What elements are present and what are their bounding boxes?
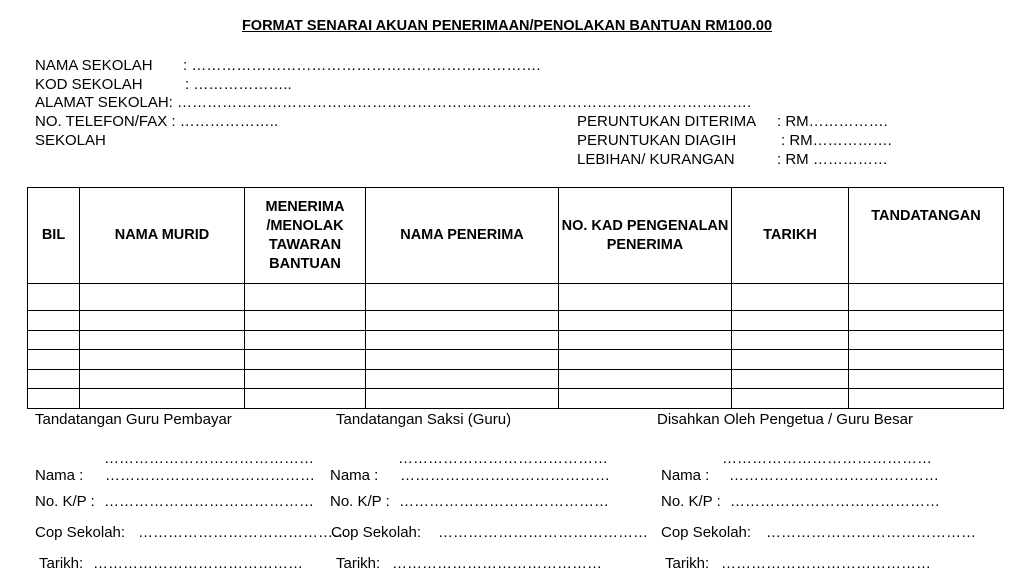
field-label: PERUNTUKAN DIAGIH <box>577 132 737 149</box>
table-row <box>28 389 1004 409</box>
cop-sekolah-field <box>35 524 348 541</box>
kp-label: No. K/P : <box>661 493 721 510</box>
column-header-nama-murid: NAMA MURID <box>80 188 245 284</box>
column-header-no-kad-pengenalan: NO. KAD PENGENALAN PENERIMA <box>559 188 732 284</box>
field-nama-sekolah <box>35 56 541 75</box>
field-alamat-sekolah <box>35 93 751 112</box>
kp-label: No. K/P : <box>330 493 390 510</box>
name-field <box>35 467 315 484</box>
kp-label: No. K/P : <box>35 493 95 510</box>
signature-line: …………………………………… <box>722 450 932 467</box>
name-label: Nama : <box>330 467 379 484</box>
kp-dots: …………………………………… <box>104 493 314 510</box>
tarikh-label: Tarikh: <box>336 555 381 572</box>
field-kod-sekolah <box>35 75 292 94</box>
column-header-bil: BIL <box>28 188 80 284</box>
name-label: Nama : <box>661 467 710 484</box>
cop-dots: …………………………………… <box>438 524 648 541</box>
signature-line: …………………………………… <box>398 450 608 467</box>
kp-dots: …………………………………… <box>730 493 940 510</box>
field-value: : RM …………… <box>777 151 888 168</box>
field-separator: : <box>183 57 192 74</box>
tarikh-label: Tarikh: <box>665 555 710 572</box>
table-row <box>28 284 1004 311</box>
kp-field <box>661 493 940 510</box>
field-lebihan-kurangan <box>577 150 888 169</box>
field-telefon-fax <box>35 112 278 131</box>
field-label: NAMA SEKOLAH <box>35 57 153 74</box>
recipient-table <box>27 187 1004 409</box>
field-dots: ……………………………………………………………………………………………………. <box>177 94 752 111</box>
field-sekolah <box>35 131 106 150</box>
field-label: NO. TELEFON/FAX <box>35 113 168 130</box>
cop-label: Cop Sekolah: <box>661 524 752 541</box>
field-label: KOD SEKOLAH <box>35 76 143 93</box>
field-separator: : <box>167 113 180 130</box>
field-value: : RM……………. <box>777 113 888 130</box>
field-label: LEBIHAN/ KURANGAN <box>577 151 735 168</box>
kp-field <box>330 493 609 510</box>
form-title: FORMAT SENARAI AKUAN PENERIMAAN/PENOLAKAN BANTUAN RM100.00 <box>241 18 773 34</box>
tarikh-field <box>39 555 303 572</box>
field-label: ALAMAT SEKOLAH <box>35 94 169 111</box>
cop-sekolah-field <box>331 524 648 541</box>
table-row <box>28 311 1004 331</box>
name-dots: …………………………………… <box>400 467 610 484</box>
field-value: : RM……………. <box>781 132 892 149</box>
tarikh-label: Tarikh: <box>39 555 84 572</box>
name-field <box>330 467 610 484</box>
field-separator: : <box>185 76 194 93</box>
column-header-tarikh: TARIKH <box>732 188 849 284</box>
field-label: PERUNTUKAN DITERIMA <box>577 113 757 130</box>
cop-dots: …………………………………… <box>138 524 348 541</box>
tarikh-dots: …………………………………… <box>93 555 303 572</box>
table-row <box>28 350 1004 370</box>
signature-heading: Tandatangan Guru Pembayar <box>35 411 232 428</box>
tarikh-dots: …………………………………… <box>721 555 931 572</box>
field-dots: ……………………………………………………………. <box>191 57 541 74</box>
table-row <box>28 330 1004 350</box>
tarikh-field <box>665 555 931 572</box>
tarikh-dots: …………………………………… <box>392 555 602 572</box>
field-dots: ……………….. <box>193 76 292 93</box>
cop-sekolah-field <box>661 524 976 541</box>
table-row <box>28 369 1004 389</box>
table-header-row <box>28 188 1004 284</box>
signature-heading: Disahkan Oleh Pengetua / Guru Besar <box>657 411 913 428</box>
name-label: Nama : <box>35 467 84 484</box>
column-header-menerima-menolak: MENERIMA /MENOLAK TAWARAN BANTUAN <box>245 188 366 284</box>
name-dots: …………………………………… <box>729 467 939 484</box>
kp-dots: …………………………………… <box>399 493 609 510</box>
field-label: SEKOLAH <box>35 132 106 149</box>
column-header-nama-penerima: NAMA PENERIMA <box>366 188 559 284</box>
field-separator: : <box>168 94 178 111</box>
column-header-tandatangan: TANDATANGAN <box>849 188 1004 284</box>
field-peruntukan-diagih <box>577 131 892 150</box>
field-peruntukan-diterima <box>577 112 888 131</box>
cop-dots: …………………………………… <box>766 524 976 541</box>
kp-field <box>35 493 314 510</box>
name-dots: …………………………………… <box>105 467 315 484</box>
tarikh-field <box>336 555 602 572</box>
signature-line: …………………………………… <box>104 450 314 467</box>
cop-label: Cop Sekolah: <box>35 524 126 541</box>
field-dots: ……………….. <box>179 113 279 130</box>
name-field <box>661 467 939 484</box>
signature-heading: Tandatangan Saksi (Guru) <box>336 411 512 428</box>
cop-label: Cop Sekolah: <box>331 524 422 541</box>
